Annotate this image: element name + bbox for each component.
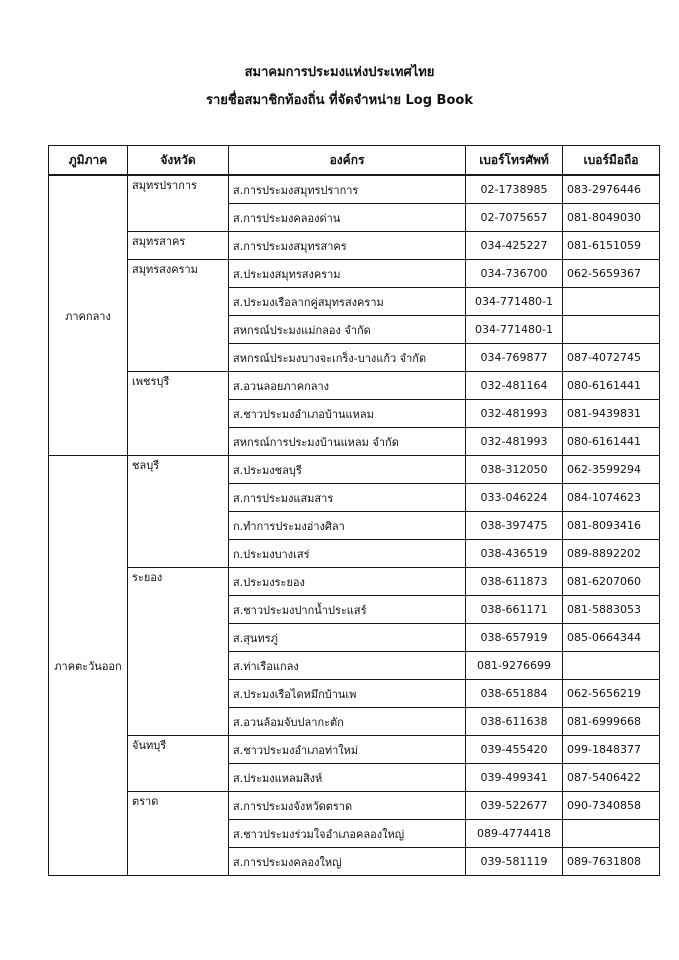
table-row — [49, 175, 660, 204]
phone-cell: 034-771480-1 — [466, 316, 563, 344]
phone-cell: 039-581119 — [466, 848, 563, 876]
mobile-cell: 080-6161441 — [563, 428, 660, 456]
organization-cell: ส.อวนล้อมจับปลากะตัก — [229, 708, 466, 736]
mobile-cell: 099-1848377 — [563, 736, 660, 764]
organization-cell: ส.ชาวประมงอำเภอท่าใหม่ — [229, 736, 466, 764]
table-row — [49, 792, 660, 820]
mobile-cell — [563, 288, 660, 316]
phone-cell: 039-499341 — [466, 764, 563, 792]
province-cell: สมุทรสาคร — [128, 232, 229, 260]
table-row — [49, 232, 660, 260]
organization-cell: ส.ประมงเรือลากคู่สมุทรสงคราม — [229, 288, 466, 316]
mobile-cell — [563, 652, 660, 680]
phone-cell: 038-611873 — [466, 568, 563, 596]
mobile-cell: 085-0664344 — [563, 624, 660, 652]
phone-cell: 034-736700 — [466, 260, 563, 288]
mobile-cell — [563, 820, 660, 848]
organization-cell: ส.การประมงแสมสาร — [229, 484, 466, 512]
organization-cell: ส.ชาวประมงร่วมใจอำเภอคลองใหญ่ — [229, 820, 466, 848]
organization-cell: ส.ประมงเรือไดหมึกบ้านเพ — [229, 680, 466, 708]
phone-cell: 038-397475 — [466, 512, 563, 540]
organization-cell: สหกรณ์ประมงบางจะเกร็ง-บางแก้ว จำกัด — [229, 344, 466, 372]
mobile-cell: 062-5656219 — [563, 680, 660, 708]
mobile-cell: 090-7340858 — [563, 792, 660, 820]
table-row — [49, 456, 660, 484]
province-cell: สมุทรสงคราม — [128, 260, 229, 372]
province-cell: ตราด — [128, 792, 229, 876]
phone-cell: 089-4774418 — [466, 820, 563, 848]
mobile-cell: 062-3599294 — [563, 456, 660, 484]
province-cell: จันทบุรี — [128, 736, 229, 792]
mobile-cell: 081-6999668 — [563, 708, 660, 736]
organization-cell: ส.การประมงสมุทรสาคร — [229, 232, 466, 260]
phone-cell: 039-522677 — [466, 792, 563, 820]
mobile-cell: 081-9439831 — [563, 400, 660, 428]
organization-cell: ส.การประมงสมุทรปราการ — [229, 175, 466, 204]
table-row — [49, 372, 660, 400]
organization-cell: ส.ประมงแหลมสิงห์ — [229, 764, 466, 792]
column-header-phone: เบอร์โทรศัพท์ — [466, 146, 563, 176]
mobile-cell: 089-8892202 — [563, 540, 660, 568]
organization-cell: ส.การประมงจังหวัดตราด — [229, 792, 466, 820]
mobile-cell: 081-8049030 — [563, 204, 660, 232]
document-subtitle: รายชื่อสมาชิกท้องถิ่น ที่จัดจำหน่าย Log Book — [206, 93, 473, 108]
phone-cell: 033-046224 — [466, 484, 563, 512]
mobile-cell: 081-8093416 — [563, 512, 660, 540]
organization-cell: ก.ประมงบางเสร่ — [229, 540, 466, 568]
organization-cell: สหกรณ์ประมงแม่กลอง จำกัด — [229, 316, 466, 344]
mobile-cell: 081-6207060 — [563, 568, 660, 596]
mobile-cell: 080-6161441 — [563, 372, 660, 400]
phone-cell: 038-611638 — [466, 708, 563, 736]
mobile-cell: 089-7631808 — [563, 848, 660, 876]
province-cell: สมุทรปราการ — [128, 175, 229, 232]
member-table — [48, 145, 660, 876]
organization-cell: ส.ชาวประมงปากน้ำประแสร์ — [229, 596, 466, 624]
mobile-cell: 087-5406422 — [563, 764, 660, 792]
phone-cell: 032-481993 — [466, 400, 563, 428]
table-row — [49, 568, 660, 596]
organization-cell: ส.อวนลอยภาคกลาง — [229, 372, 466, 400]
organization-cell: ส.การประมงคลองด่าน — [229, 204, 466, 232]
phone-cell: 081-9276699 — [466, 652, 563, 680]
mobile-cell: 081-5883053 — [563, 596, 660, 624]
organization-cell: ก.ทำการประมงอ่างศิลา — [229, 512, 466, 540]
phone-cell: 034-771480-1 — [466, 288, 563, 316]
phone-cell: 038-312050 — [466, 456, 563, 484]
column-header-province: จังหวัด — [128, 146, 229, 176]
phone-cell: 032-481164 — [466, 372, 563, 400]
table-row — [49, 260, 660, 288]
mobile-cell: 062-5659367 — [563, 260, 660, 288]
organization-cell: ส.ประมงสมุทรสงคราม — [229, 260, 466, 288]
column-header-region: ภูมิภาค — [49, 146, 128, 176]
mobile-cell: 081-6151059 — [563, 232, 660, 260]
organization-cell: ส.ประมงชลบุรี — [229, 456, 466, 484]
organization-cell: สหกรณ์การประมงบ้านแหลม จำกัด — [229, 428, 466, 456]
phone-cell: 038-651884 — [466, 680, 563, 708]
province-cell: ชลบุรี — [128, 456, 229, 568]
organization-cell: ส.ประมงระยอง — [229, 568, 466, 596]
organization-cell: ส.ชาวประมงอำเภอบ้านแหลม — [229, 400, 466, 428]
phone-cell: 038-657919 — [466, 624, 563, 652]
phone-cell: 02-1738985 — [466, 175, 563, 204]
phone-cell: 034-425227 — [466, 232, 563, 260]
phone-cell: 02-7075657 — [466, 204, 563, 232]
table-header-row — [49, 146, 660, 176]
organization-cell: ส.ท่าเรือแกลง — [229, 652, 466, 680]
region-cell: ภาคกลาง — [49, 175, 128, 456]
mobile-cell: 087-4072745 — [563, 344, 660, 372]
phone-cell: 032-481993 — [466, 428, 563, 456]
organization-cell: ส.การประมงคลองใหญ่ — [229, 848, 466, 876]
table-row — [49, 736, 660, 764]
province-cell: ระยอง — [128, 568, 229, 736]
column-header-organization: องค์กร — [229, 146, 466, 176]
table-body — [49, 175, 660, 876]
region-cell: ภาคตะวันออก — [49, 456, 128, 876]
mobile-cell — [563, 316, 660, 344]
phone-cell: 034-769877 — [466, 344, 563, 372]
phone-cell: 039-455420 — [466, 736, 563, 764]
province-cell: เพชรบุรี — [128, 372, 229, 456]
mobile-cell: 084-1074623 — [563, 484, 660, 512]
column-header-mobile: เบอร์มือถือ — [563, 146, 660, 176]
document-title: สมาคมการประมงแห่งประเทศไทย — [244, 65, 435, 80]
phone-cell: 038-436519 — [466, 540, 563, 568]
phone-cell: 038-661171 — [466, 596, 563, 624]
mobile-cell: 083-2976446 — [563, 175, 660, 204]
organization-cell: ส.สุนทรภู่ — [229, 624, 466, 652]
